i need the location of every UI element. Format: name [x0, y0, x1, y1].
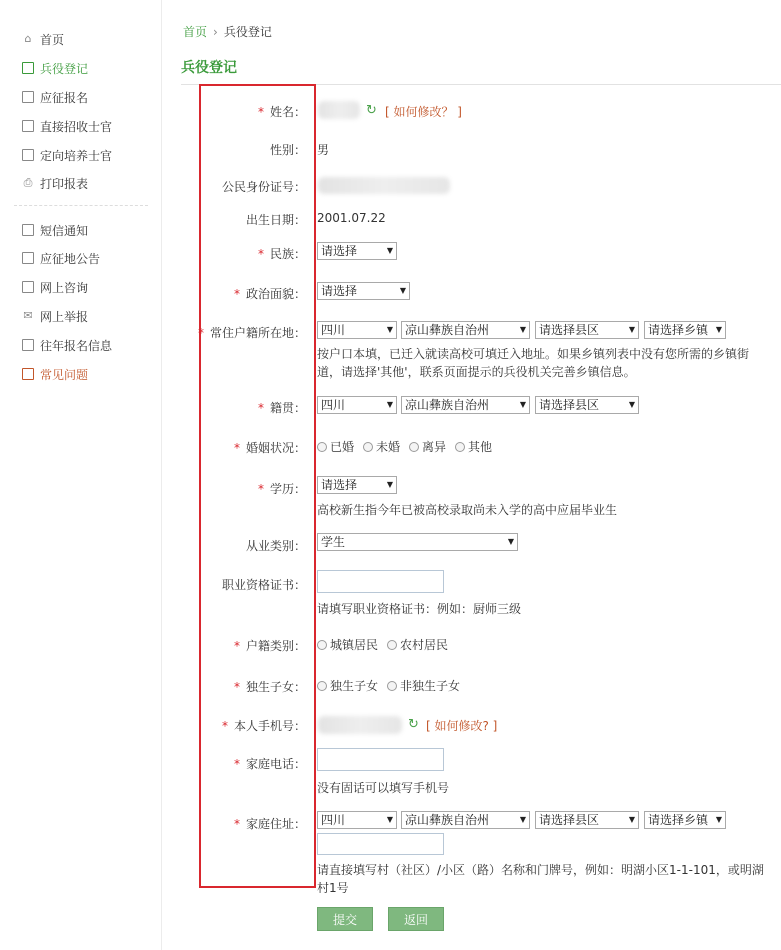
residence-town-select[interactable]: 请选择乡镇 ▼ — [644, 321, 726, 339]
sidebar-item-label: 网上举报 — [40, 309, 89, 324]
chevron-right-icon: › — [213, 24, 218, 39]
radio-circle-icon — [317, 640, 327, 650]
sidebar-item-label: 网上咨询 — [40, 280, 89, 295]
message-icon — [22, 252, 34, 264]
sidebar-item-label: 应征地公告 — [40, 251, 101, 266]
required-mark: * — [233, 757, 240, 771]
refresh-icon[interactable]: ↻ — [408, 717, 419, 732]
address-label: * 家庭住址： — [233, 817, 306, 831]
id-card-icon — [22, 120, 34, 132]
message-icon — [22, 281, 34, 293]
dropdown-arrow-icon: ▼ — [628, 400, 635, 409]
message-icon — [22, 224, 34, 236]
education-hint: 高校新生指今年已被高校录取尚未入学的高中应届毕业生 — [317, 503, 618, 517]
hukou-radio-rural[interactable]: 农村居民 — [387, 636, 448, 653]
mail-icon: ✉ — [23, 309, 33, 322]
sidebar-item-direct-nco-recruitment[interactable] — [22, 116, 112, 136]
sidebar-item-label: 兵役登记 — [40, 61, 89, 76]
only-child-label: * 独生子女： — [233, 680, 306, 694]
marital-radio-other[interactable]: 其他 — [455, 438, 492, 455]
sidebar-item-label: 直接招收士官 — [40, 119, 113, 134]
address-county-select[interactable]: 请选择县区 ▼ — [535, 811, 639, 829]
dropdown-arrow-icon: ▼ — [519, 815, 526, 824]
required-mark: * — [233, 680, 240, 694]
required-mark: * — [257, 482, 264, 496]
back-button[interactable]: 返回 — [388, 907, 444, 931]
required-mark: * — [257, 105, 264, 119]
certificate-input[interactable] — [317, 570, 444, 593]
radio-circle-icon — [363, 442, 373, 452]
native-county-select[interactable]: 请选择县区 ▼ — [535, 396, 639, 414]
sidebar-item-directed-nco-training[interactable] — [22, 145, 112, 165]
marital-status-label: * 婚姻状况： — [233, 441, 306, 455]
address-detail-input[interactable] — [317, 833, 444, 855]
address-hint-line1: 请直接填写村（社区）/小区（路）名称和门牌号，例如：明湖小区1-1-101，或明湖 — [317, 863, 764, 877]
sidebar-item-label: 短信通知 — [40, 223, 89, 238]
name-value-redacted — [318, 101, 360, 119]
marital-radio-divorced[interactable]: 离异 — [409, 438, 446, 455]
sidebar-item-military-registration[interactable] — [22, 58, 88, 78]
sidebar-item-local-announcement[interactable] — [22, 248, 100, 268]
marital-status-radio-group — [317, 438, 501, 455]
radio-circle-icon — [387, 681, 397, 691]
radio-circle-icon — [317, 681, 327, 691]
sidebar-item-label: 往年报名信息 — [40, 338, 113, 353]
register-icon — [22, 62, 34, 74]
dropdown-arrow-icon: ▼ — [386, 480, 393, 489]
sidebar — [0, 0, 162, 950]
sidebar-item-label: 首页 — [40, 32, 65, 47]
breadcrumb — [183, 23, 272, 40]
submit-button[interactable]: 提交 — [317, 907, 373, 931]
required-mark: * — [257, 247, 264, 261]
native-prefecture-select[interactable]: 凉山彝族自治州 ▼ — [401, 396, 530, 414]
id-number-value-redacted — [318, 177, 450, 194]
residence-county-select[interactable]: 请选择县区 ▼ — [535, 321, 639, 339]
residence-hint-line2: 道，请选择'其他'，联系页面提示的兵役机关完善乡镇信息。 — [317, 365, 636, 379]
residence-label: * 常住户籍所在地： — [197, 326, 306, 340]
name-how-to-modify-link[interactable]: [ 如何修改？ ] — [385, 105, 462, 119]
address-hint-line2: 村1号 — [317, 881, 349, 895]
only-child-radio-group — [317, 677, 469, 694]
dropdown-arrow-icon: ▼ — [715, 815, 722, 824]
sidebar-item-online-consult[interactable] — [22, 277, 88, 297]
dropdown-arrow-icon: ▼ — [715, 325, 722, 334]
id-card-icon — [22, 149, 34, 161]
sidebar-item-label: 定向培养士官 — [40, 148, 113, 163]
occupation-select[interactable]: 学生 ▼ — [317, 533, 518, 551]
id-number-label: 公民身份证号： — [221, 180, 306, 194]
dropdown-arrow-icon: ▼ — [507, 537, 514, 546]
dropdown-arrow-icon: ▼ — [519, 325, 526, 334]
home-phone-input[interactable] — [317, 748, 444, 771]
question-icon — [22, 368, 34, 380]
radio-circle-icon — [387, 640, 397, 650]
page-title: 兵役登记 — [181, 60, 237, 76]
political-status-select[interactable]: 请选择 ▼ — [317, 282, 410, 300]
radio-circle-icon — [455, 442, 465, 452]
residence-prefecture-select[interactable]: 凉山彝族自治州 ▼ — [401, 321, 530, 339]
radio-circle-icon — [317, 442, 327, 452]
sidebar-item-enlistment-application[interactable] — [22, 87, 88, 107]
sidebar-item-online-report[interactable] — [22, 306, 88, 326]
certificate-label: 职业资格证书： — [221, 578, 306, 592]
gender-label: 性别： — [269, 143, 306, 157]
radio-circle-icon — [409, 442, 419, 452]
sidebar-divider — [14, 205, 148, 206]
printer-icon: ⎙ — [23, 176, 33, 189]
document-icon — [22, 91, 34, 103]
dropdown-arrow-icon: ▼ — [386, 246, 393, 255]
sidebar-item-label: 打印报表 — [40, 176, 89, 191]
certificate-hint: 请填写职业资格证书：例如：厨师三级 — [317, 602, 522, 616]
required-mark: * — [233, 817, 240, 831]
sidebar-item-faq[interactable] — [22, 364, 88, 384]
home-phone-hint: 没有固话可以填写手机号 — [317, 781, 450, 795]
title-divider — [181, 84, 781, 85]
address-province-select[interactable]: 四川 ▼ — [317, 811, 397, 829]
sidebar-item-home[interactable] — [22, 29, 64, 49]
occupation-label: 从业类别： — [245, 539, 306, 553]
only-child-radio-no[interactable]: 非独生子女 — [387, 677, 460, 694]
required-mark: * — [197, 326, 204, 340]
home-icon: ⌂ — [24, 32, 32, 45]
hukou-radio-urban[interactable]: 城镇居民 — [317, 636, 378, 653]
hukou-type-radio-group — [317, 636, 457, 653]
dropdown-arrow-icon: ▼ — [386, 400, 393, 409]
sidebar-item-label: 应征报名 — [40, 90, 89, 105]
mobile-value-redacted — [318, 716, 402, 734]
marital-radio-unmarried[interactable]: 未婚 — [363, 438, 400, 455]
residence-hint-line1: 按户口本填，已迁入就读高校可填迁入地址。如果乡镇列表中没有您所需的乡镇街 — [317, 347, 750, 361]
gender-value: 男 — [317, 143, 330, 157]
mobile-how-to-modify-link[interactable]: [ 如何修改? ] — [426, 719, 498, 733]
only-child-radio-yes[interactable]: 独生子女 — [317, 677, 378, 694]
hukou-type-label: * 户籍类别： — [233, 639, 306, 653]
native-place-label: * 籍贯： — [257, 401, 306, 415]
required-mark: * — [233, 441, 240, 455]
dropdown-arrow-icon: ▼ — [399, 286, 406, 295]
sidebar-item-sms-notice[interactable] — [22, 220, 88, 240]
breadcrumb-current: 兵役登记 — [223, 25, 272, 39]
required-mark: * — [221, 719, 228, 733]
address-town-select[interactable]: 请选择乡镇 ▼ — [644, 811, 726, 829]
dropdown-arrow-icon: ▼ — [628, 815, 635, 824]
marital-radio-married[interactable]: 已婚 — [317, 438, 354, 455]
edit-icon — [22, 339, 34, 351]
sidebar-item-past-registration[interactable] — [22, 335, 112, 355]
dropdown-arrow-icon: ▼ — [519, 400, 526, 409]
home-phone-label: * 家庭电话： — [233, 757, 306, 771]
breadcrumb-home-link[interactable]: 首页 — [183, 25, 208, 39]
political-status-label: * 政治面貌： — [233, 287, 306, 301]
birth-date-label: 出生日期： — [245, 213, 306, 227]
ethnicity-select[interactable]: 请选择 ▼ — [317, 242, 397, 260]
mobile-label: * 本人手机号： — [221, 719, 306, 733]
ethnicity-label: * 民族： — [257, 247, 306, 261]
birth-date-value: 2001.07.22 — [317, 211, 386, 225]
native-province-select[interactable]: 四川 ▼ — [317, 396, 397, 414]
required-mark: * — [233, 639, 240, 653]
dropdown-arrow-icon: ▼ — [386, 815, 393, 824]
education-select[interactable]: 请选择 ▼ — [317, 476, 397, 494]
required-mark: * — [233, 287, 240, 301]
residence-province-select[interactable]: 四川 ▼ — [317, 321, 397, 339]
required-mark: * — [257, 401, 264, 415]
sidebar-item-print-report[interactable] — [22, 173, 88, 193]
sidebar-item-label: 常见问题 — [40, 367, 89, 382]
education-label: * 学历： — [257, 482, 306, 496]
refresh-icon[interactable]: ↻ — [366, 103, 377, 118]
dropdown-arrow-icon: ▼ — [386, 325, 393, 334]
dropdown-arrow-icon: ▼ — [628, 325, 635, 334]
address-prefecture-select[interactable]: 凉山彝族自治州 ▼ — [401, 811, 530, 829]
name-label: * 姓名： — [257, 105, 306, 119]
